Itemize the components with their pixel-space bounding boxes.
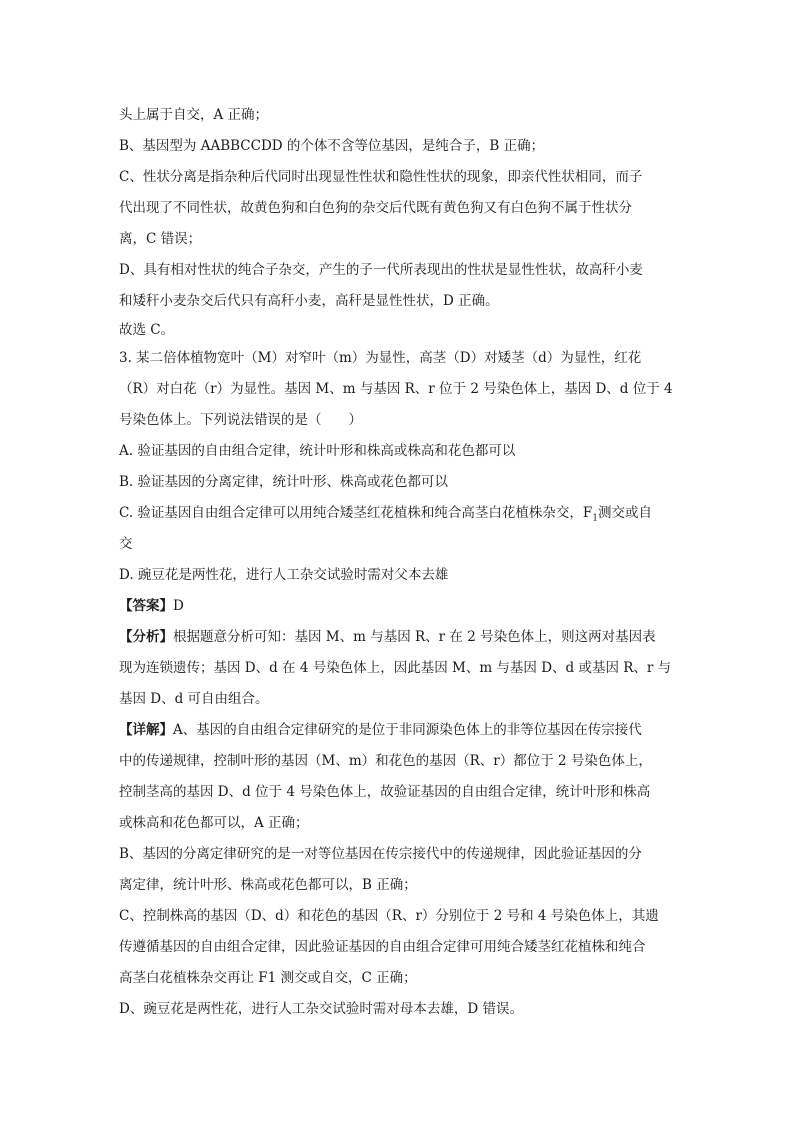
analysis-line	[119, 622, 679, 653]
detail-line: D、豌豆花是两性花，进行人工杂交试验时需对母本去雄，D 错误。	[119, 1001, 523, 1017]
detail-line: 传遵循基因的自由组合定律，因此验证基因的自由组合定律可用纯合矮茎红花植株和纯合	[119, 939, 646, 955]
detail-line: 控制茎高的基因 D、d 位于 4 号染色体上，故验证基因的自由组合定律，统计叶形和株高	[119, 784, 651, 800]
option-c-text-end: 测交或自	[598, 505, 653, 521]
detail-line: B、基因的分离定律研究的是一对等位基因在传宗接代中的传递规律，因此验证基因的分	[119, 846, 642, 862]
document-body	[119, 100, 679, 1025]
analysis-label: 【分析】	[119, 629, 173, 645]
detail-line	[119, 715, 679, 746]
question-stem: （R）对白花（r）为显性。基因 M、m 与基因 R、r 位于 2 号染色体上，基因 D、d 位于 4	[119, 381, 673, 397]
text-line: B、基因型为 AABBCCDD 的个体不含等位基因，是纯合子，B 正确；	[119, 138, 545, 154]
analysis-text: 根据题意分析可知：基因 M、m 与基因 R、r 在 2 号染色体上，则这两对基因表	[173, 629, 656, 645]
analysis-line: 现为连锁遗传；基因 D、d 在 4 号染色体上，因此基因 M、m 与基因 D、d 或基因 R、r 与	[119, 660, 672, 676]
text-line: 代出现了不同性状，故黄色狗和白色狗的杂交后代既有黄色狗又有白色狗不属于性状分	[119, 200, 632, 216]
text-line: D、具有相对性状的纯合子杂交，产生的子一代所表现出的性状是显性性状，故高秆小麦	[119, 262, 643, 278]
text-line: 头上属于自交，A 正确；	[119, 107, 269, 123]
option-c-subscript: 1	[592, 513, 599, 524]
option-a: A. 验证基因的自由组合定律，统计叶形和株高或株高和花色都可以	[119, 443, 516, 459]
question-stem: 号染色体上。下列说法错误的是（ ）	[119, 412, 362, 428]
detail-line: 高茎白花植株杂交再让 F1 测交或自交，C 正确；	[119, 970, 417, 986]
detail-text: A、基因的自由组合定律研究的是位于非同源染色体上的非等位基因在传宗接代	[173, 722, 642, 738]
answer-line	[119, 591, 679, 622]
answer-value: D	[173, 598, 184, 614]
analysis-line: 基因 D、d 可自由组合。	[119, 691, 269, 707]
answer-label: 【答案】	[119, 598, 173, 614]
detail-line: 中的传递规律，控制叶形的基因（M、m）和花色的基因（R、r）都位于 2 号染色体上，	[119, 753, 652, 769]
option-d: D. 豌豆花是两性花，进行人工杂交试验时需对父本去雄	[119, 567, 449, 583]
detail-line: 离定律，统计叶形、株高或花色都可以，B 正确；	[119, 877, 417, 893]
option-b: B. 验证基因的分离定律，统计叶形、株高或花色都可以	[119, 474, 449, 490]
text-line: 离，C 错误；	[119, 231, 202, 247]
option-c-continued: 交	[119, 536, 133, 552]
detail-line: 或株高和花色都可以，A 正确；	[119, 815, 309, 831]
text-line: C、性状分离是指杂种后代同时出现显性性状和隐性性状的现象，即亲代性状相同，而子	[119, 169, 643, 185]
option-c	[119, 498, 679, 529]
text-line: 和矮秆小麦杂交后代只有高秆小麦，高秆是显性性状，D 正确。	[119, 293, 499, 309]
detail-line: C、控制株高的基因（D、d）和花色的基因（R、r）分别位于 2 号和 4 号染色体上，其遗	[119, 908, 659, 924]
option-c-text: C. 验证基因自由组合定律可以用纯合矮茎红花植株和纯合高茎白花植株杂交，F	[119, 505, 593, 521]
detail-label: 【详解】	[119, 722, 173, 738]
text-line: 故选 C。	[119, 322, 175, 338]
question-stem: 3. 某二倍体植物宽叶（M）对窄叶（m）为显性，高茎（D）对矮茎（d）为显性，红花	[119, 350, 642, 366]
